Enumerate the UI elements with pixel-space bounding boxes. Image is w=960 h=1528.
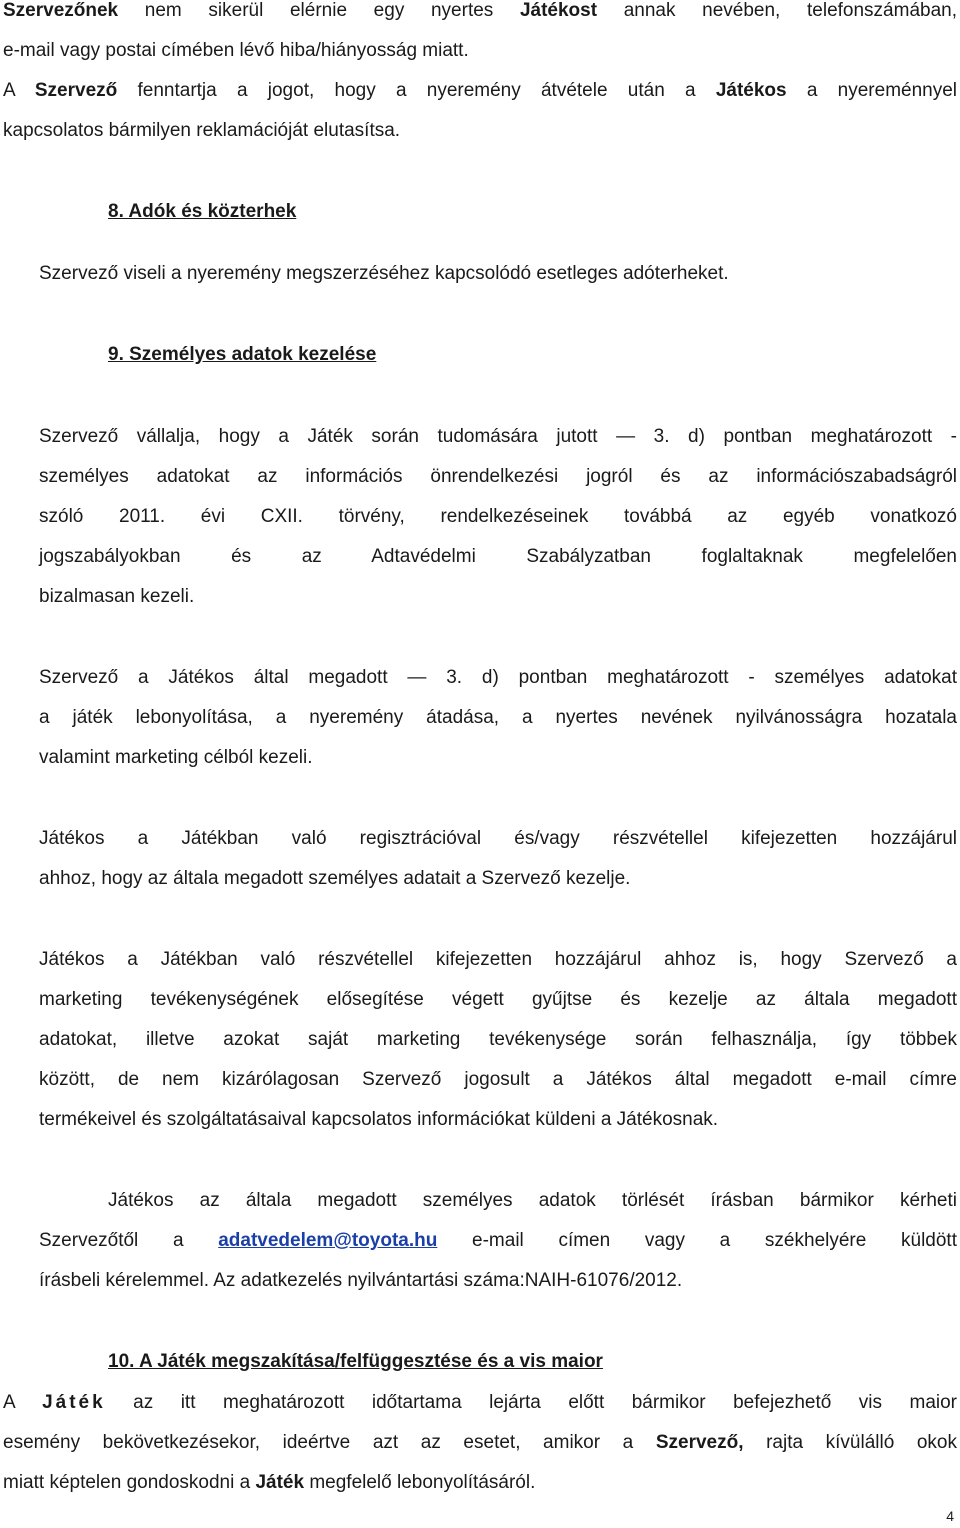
- s9-p2-line-3: valamint marketing célból kezeli.: [39, 747, 313, 768]
- s9-p1-line-5: bizalmasan kezeli.: [39, 586, 195, 607]
- s9-p3-line-1: Játékos a Játékban való regisztrációval és/vagy részvétellel kifejezetten hozzájárul: [39, 828, 957, 849]
- s9-p5-line-3: írásbeli kérelemmel. Az adatkezelés nyilvántartási száma:NAIH-61076/2012.: [39, 1270, 683, 1291]
- intro-line-4: kapcsolatos bármilyen reklamációját elutasítsa.: [3, 120, 401, 141]
- section-8-text: Szervező viseli a nyeremény megszerzéséhez kapcsolódó esetleges adóterheket.: [39, 263, 729, 284]
- s10-line-3: miatt képtelen gondoskodni a Játék megfelelő lebonyolításáról.: [3, 1472, 536, 1493]
- s9-p1-line-3: szóló 2011. évi CXII. törvény, rendelkezéseinek továbbá az egyéb vonatkozó: [39, 506, 957, 527]
- intro-line-1: Szervezőnek nem sikerül elérnie egy nyertes Játékost annak nevében, telefonszámában,: [3, 0, 957, 21]
- intro-line-3: A Szervező fenntartja a jogot, hogy a nyeremény átvétele után a Játékos a nyereménnyel: [3, 80, 958, 101]
- email-link[interactable]: adatvedelem@toyota.hu: [218, 1230, 438, 1251]
- s9-p4-line-1: Játékos a Játékban való részvétellel kifejezetten hozzájárul ahhoz is, hogy Szervező a: [39, 949, 957, 970]
- s9-p5-line-1: Játékos az általa megadott személyes adatok törlését írásban bármikor kérheti: [108, 1190, 957, 1211]
- s9-p3-line-2: ahhoz, hogy az általa megadott személyes adatait a Szervező kezelje.: [39, 868, 631, 889]
- s9-p4-line-3: adatokat, illetve azokat saját marketing tevékenysége során felhasználja, így többek: [39, 1029, 957, 1050]
- s9-p4-line-2: marketing tevékenységének elősegítése végett gyűjtse és kezelje az általa megadott: [39, 989, 957, 1010]
- s9-p5-line-2: Szervezőtől a adatvedelem@toyota.hu e-mail címen vagy a székhelyére küldött: [39, 1230, 957, 1251]
- section-8-heading: 8. Adók és közterhek: [108, 201, 297, 222]
- s10-line-1: A Játék az itt meghatározott időtartama lejárta előtt bármikor befejezhető vis maior: [3, 1392, 957, 1413]
- intro-line-2: e-mail vagy postai címében lévő hiba/hiányosság miatt.: [3, 40, 469, 61]
- s9-p2-line-2: a játék lebonyolítása, a nyeremény átadása, a nyertes nevének nyilvánosságra hozatala: [39, 707, 957, 728]
- section-9-heading: 9. Személyes adatok kezelése: [108, 344, 377, 365]
- s9-p1-line-2: személyes adatokat az információs önrendelkezési jogról és az információszabadságról: [39, 466, 957, 487]
- s9-p1-line-4: jogszabályokban és az Adtavédelmi Szabályzatban foglaltaknak megfelelően: [39, 546, 957, 567]
- s9-p2-line-1: Szervező a Játékos által megadott — 3. d) pontban meghatározott - személyes adatokat: [39, 667, 957, 688]
- s9-p4-line-5: termékeivel és szolgáltatásaival kapcsolatos információkat küldeni a Játékosnak.: [39, 1109, 719, 1130]
- s9-p4-line-4: között, de nem kizárólagosan Szervező jogosult a Játékos által megadott e-mail címre: [39, 1069, 957, 1090]
- s10-line-2: esemény bekövetkezésekor, ideértve azt az esetet, amikor a Szervező, rajta kívülálló okok: [3, 1432, 957, 1453]
- page-number: 4: [946, 1508, 954, 1524]
- section-10-heading: 10. A Játék megszakítása/felfüggesztése és a vis maior: [108, 1351, 603, 1372]
- s9-p1-line-1: Szervező vállalja, hogy a Játék során tudomására jutott — 3. d) pontban meghatározott -: [39, 426, 957, 447]
